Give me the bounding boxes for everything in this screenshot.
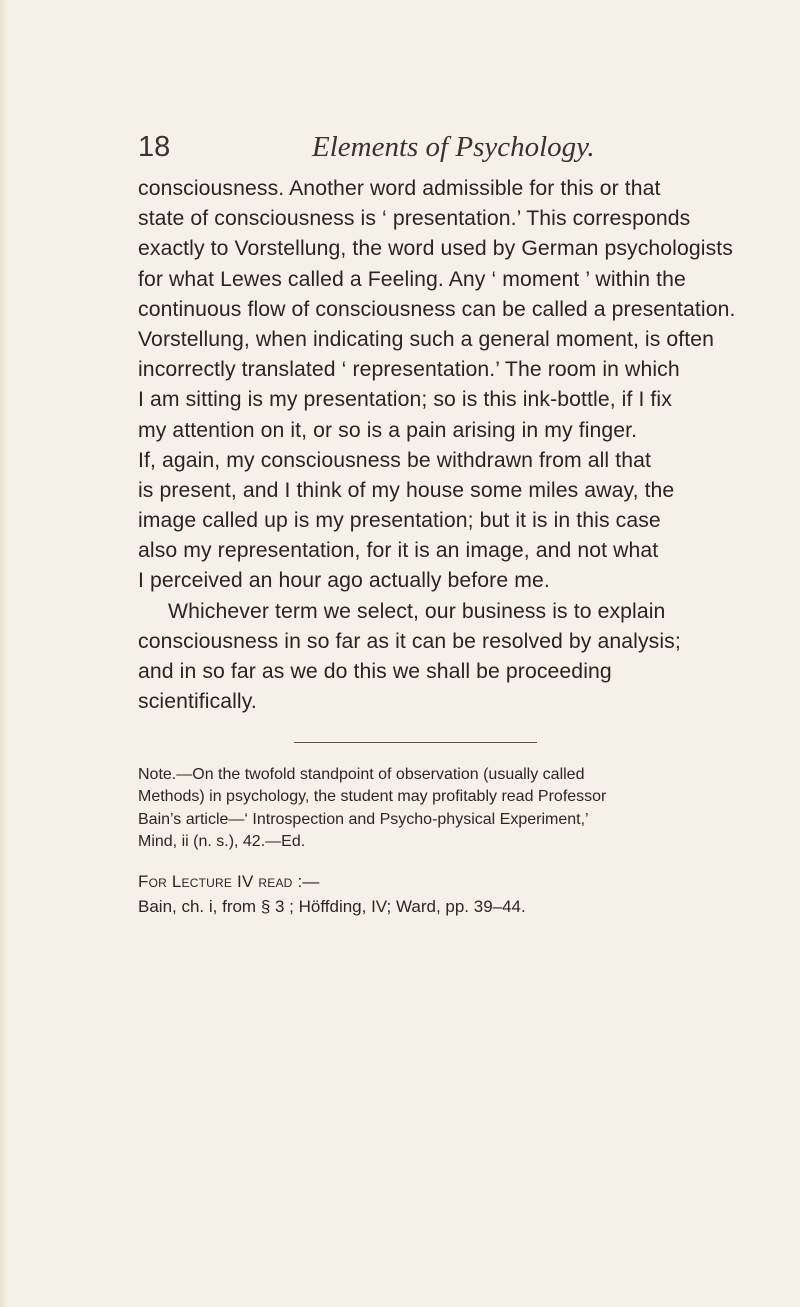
reading-list (138, 869, 668, 919)
page-edge-shadow (0, 0, 8, 1307)
paragraph-line: for what Lewes called a Feeling. Any ‘ moment ’ within the (138, 267, 686, 291)
main-text (138, 174, 736, 717)
page-number: 18 (138, 131, 171, 163)
paragraph-line: If, again, my consciousness be withdrawn from all that (138, 448, 651, 472)
paragraph-line: is present, and I think of my house some miles away, the (138, 478, 675, 502)
paragraph-line: scientifically. (138, 690, 257, 714)
paragraph-line: incorrectly translated ‘ representation.’ The room in which (138, 358, 680, 382)
paragraph-line: Whichever term we select, our business is to explain (168, 599, 666, 623)
paragraph-line: and in so far as we do this we shall be proceeding (138, 660, 612, 683)
paragraph-line: my attention on it, or so is a pain arising in my finger. (138, 418, 638, 442)
note-line: Methods) in psychology, the student may profitably read Professor (138, 788, 607, 806)
paragraph-line: I perceived an hour ago actually before me. (138, 569, 550, 593)
section-divider (294, 742, 537, 743)
paragraph-line: image called up is my presentation; but it is in this case (138, 509, 661, 533)
note-line: Note.—On the twofold standpoint of observation (usually called (138, 766, 585, 783)
paragraph-line: Vorstellung, when indicating such a general moment, is often (138, 327, 715, 351)
note-line: Bain’s article—‘ Introspection and Psycho-physical Experiment,’ (138, 810, 589, 828)
editor-note (138, 764, 668, 854)
paragraph-line: state of consciousness is ‘ presentation.’ This corresponds (138, 207, 691, 231)
note-line: Mind, ii (n. s.), 42.—Ed. (138, 833, 306, 851)
paragraph-line: consciousness in so far as it can be resolved by analysis; (138, 629, 681, 653)
paragraph-line: continuous flow of consciousness can be called a presentation. (138, 297, 736, 321)
paragraph-line: exactly to Vorstellung, the word used by German psychologists (138, 237, 733, 261)
paragraph-line: consciousness. Another word admissible for this or that (138, 177, 661, 200)
page-header (138, 128, 668, 166)
reading-heading: For Lecture IV read :— (138, 872, 320, 891)
paragraph-line: also my representation, for it is an image, and not what (138, 539, 659, 563)
running-title: Elements of Psychology. (312, 131, 595, 163)
reading-entry: Bain, ch. i, from § 3 ; Höffding, IV; Ward, pp. 39–44. (138, 897, 526, 916)
paragraph-line: I am sitting is my presentation; so is this ink-bottle, if I fix (138, 388, 672, 412)
